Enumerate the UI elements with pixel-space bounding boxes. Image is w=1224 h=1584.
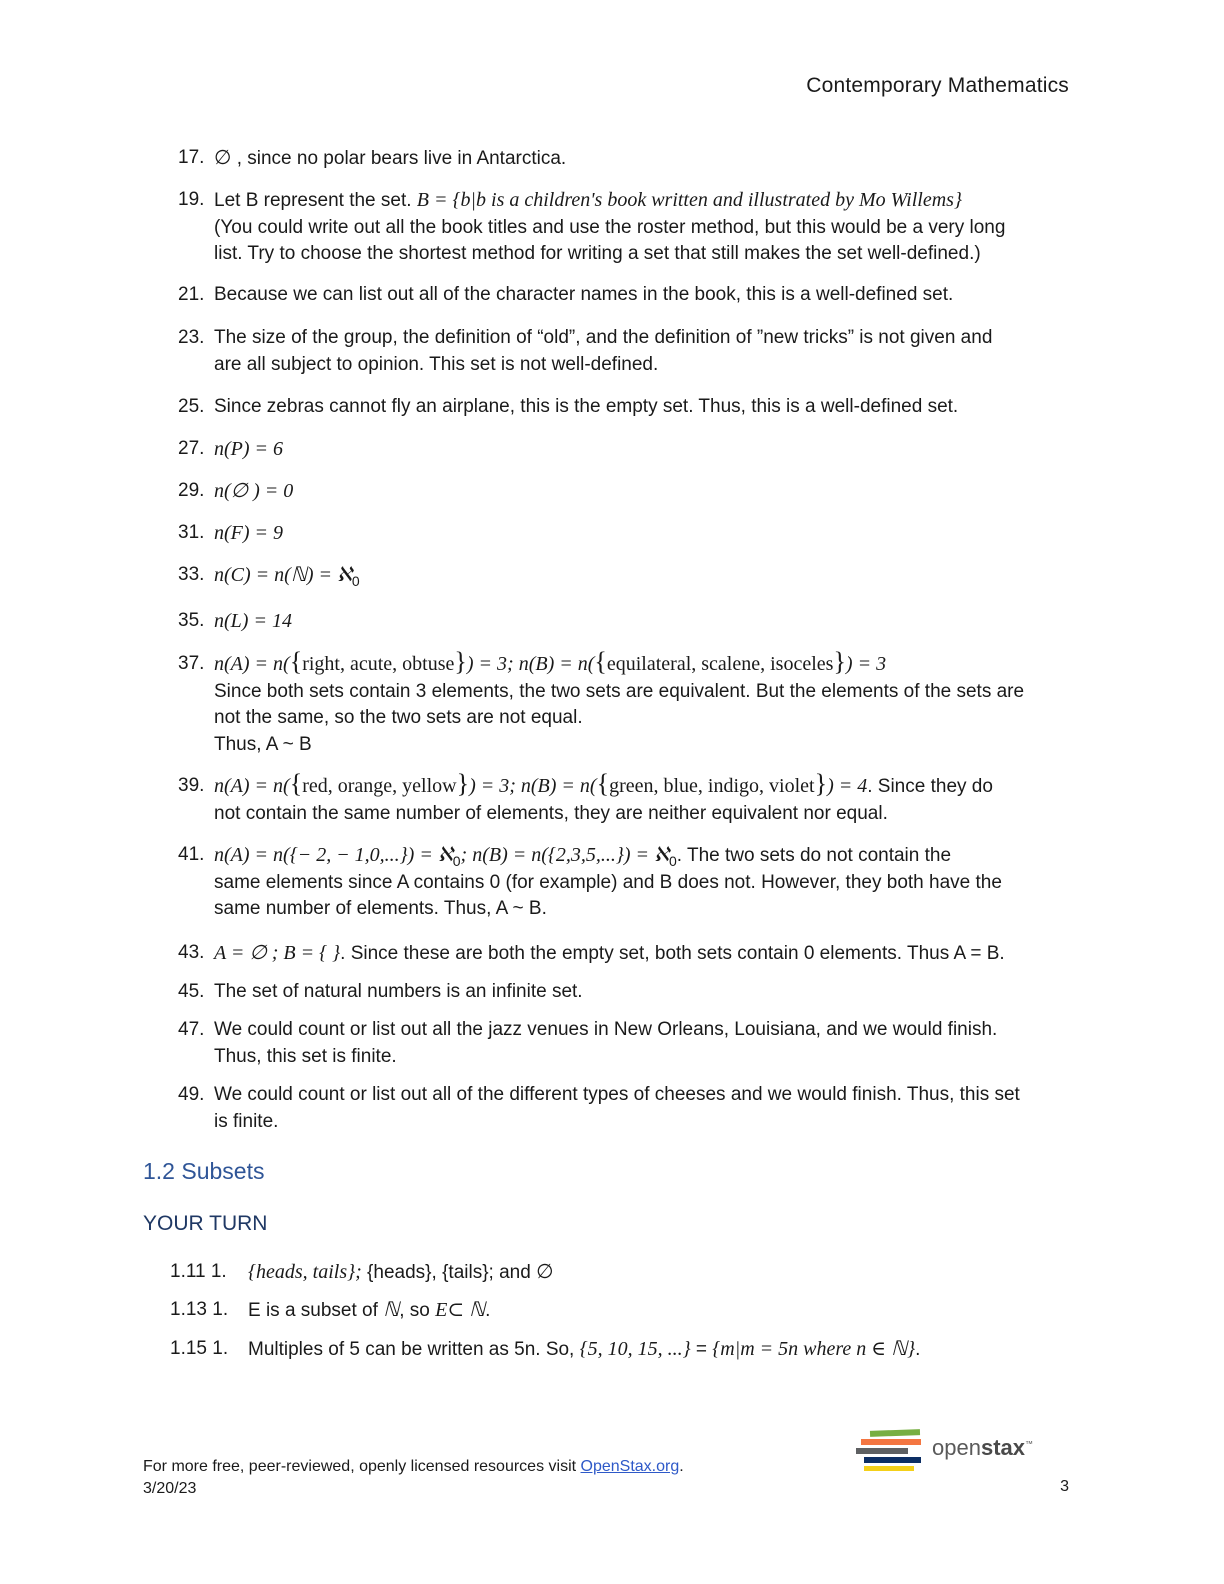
- answer-text: Thus, A ~ B: [214, 733, 312, 755]
- answer-text: Let B represent the set.: [214, 190, 417, 211]
- answer-text: , so: [399, 1300, 436, 1321]
- answer-text: Since both sets contain 3 elements, the two sets are equivalent. But the elements of the sets are: [214, 680, 1025, 702]
- brace-open: {: [289, 769, 303, 798]
- openstax-link[interactable]: OpenStax.org: [580, 1458, 680, 1475]
- set-elements: equilateral, scalene, isoceles: [606, 653, 834, 675]
- answer-math: ) = 4: [827, 775, 868, 797]
- your-turn-label: 1.13 1.: [170, 1299, 229, 1320]
- answer-number: 39.: [178, 775, 205, 796]
- empty-set-symbol: ∅: [214, 147, 232, 169]
- answer-text: are all subject to opinion. This set is not well-defined.: [214, 353, 659, 375]
- answer-text: Multiples of 5 can be written as 5n. So,: [248, 1339, 580, 1360]
- answer-number: 37.: [178, 653, 205, 674]
- answer-number: 21.: [178, 284, 205, 305]
- answer-text: . Since they do: [867, 776, 993, 797]
- answer-math: n(L) = 14: [214, 610, 292, 632]
- answer-number: 27.: [178, 438, 205, 459]
- answer-math: ) = 3: [845, 653, 887, 675]
- answer-text: . Since these are both the empty set, both sets contain 0 elements. Thus A = B.: [340, 943, 1005, 964]
- answer-math: ) = 3;: [466, 653, 519, 675]
- set-elements: right, acute, obtuse: [302, 653, 455, 675]
- answer-number: 29.: [178, 480, 205, 501]
- answer-text: .: [485, 1300, 491, 1321]
- answer-number: 17.: [178, 147, 205, 168]
- answer-math: n(∅ ) = 0: [214, 480, 294, 502]
- answer-math: ) = 3;: [469, 775, 521, 797]
- answer-math: E⊂ ℕ: [435, 1299, 486, 1321]
- answer-text: Since zebras cannot fly an airplane, this is the empty set. Thus, this is a well-defined set.: [214, 396, 959, 417]
- brace-close: }: [456, 769, 470, 798]
- answer-number: 25.: [178, 396, 205, 417]
- answer-text: same elements since A contains 0 (for example) and B does not. However, they both have the: [214, 871, 1002, 893]
- answer-math: n(A) = n(: [214, 653, 290, 675]
- page-number: 3: [1060, 1478, 1069, 1495]
- answer-text: Thus, this set is finite.: [214, 1045, 397, 1067]
- answer-text: The size of the group, the definition of “old”, and the definition of ”new tricks” is not given and: [214, 327, 993, 348]
- section-heading: 1.2 Subsets: [143, 1158, 265, 1184]
- brace-close: }: [833, 647, 846, 676]
- footer-text: For more free, peer-reviewed, openly licensed resources visit: [143, 1458, 581, 1475]
- brace-open: {: [596, 769, 610, 798]
- answer-text: is finite.: [214, 1110, 279, 1132]
- answer-math: n(P) = 6: [214, 438, 284, 460]
- openstax-logo-wordmark: openstax™: [932, 1435, 1033, 1460]
- answer-math: n(A) = n(: [214, 775, 290, 797]
- answer-math: n(B) = n(: [518, 653, 595, 675]
- answer-number: 47.: [178, 1019, 205, 1040]
- natural-numbers-symbol: ℕ: [383, 1299, 400, 1321]
- answer-math: {m|m = 5n where n ∈ ℕ}: [712, 1338, 916, 1360]
- answer-number: 33.: [178, 564, 205, 585]
- answer-math: n(F) = 9: [214, 522, 284, 544]
- set-elements: green, blue, indigo, violet: [609, 775, 815, 797]
- subscript: 0: [452, 852, 461, 869]
- answer-math: A = ∅ ; B = { }: [214, 942, 341, 964]
- brace-close: }: [814, 769, 828, 798]
- answer-number: 45.: [178, 981, 205, 1002]
- footer-date: 3/20/23: [143, 1480, 197, 1497]
- subscript: 0: [351, 572, 360, 589]
- answer-text: . The two sets do not contain the: [676, 845, 952, 866]
- answer-text: {heads}, {tails}; and: [361, 1262, 537, 1283]
- answer-number: 31.: [178, 522, 205, 543]
- answer-math: n(B) = n(: [520, 775, 597, 797]
- answer-text: .: [915, 1339, 921, 1360]
- answer-math: {heads, tails};: [248, 1261, 362, 1283]
- your-turn-heading: YOUR TURN: [143, 1212, 268, 1235]
- set-builder-math: B = {b|b is a children's book written and illustrated by Mo Willems}: [416, 189, 962, 211]
- answer-text: We could count or list out all of the different types of cheeses and we would finish. Thus, this set: [214, 1084, 1020, 1105]
- answer-number: 43.: [178, 942, 205, 963]
- set-elements: red, orange, yellow: [302, 775, 457, 797]
- answer-text: same number of elements. Thus, A ~ B.: [214, 898, 547, 919]
- answer-text: (You could write out all the book titles and use the roster method, but this would be a very long: [214, 216, 1006, 238]
- answer-text: , since no polar bears live in Antarctica.: [231, 148, 567, 169]
- footer: For more free, peer-reviewed, openly licensed resources visit OpenStax.org. 3/20/23: [143, 1458, 684, 1497]
- your-turn-label: 1.11 1.: [170, 1261, 227, 1282]
- brace-open: {: [594, 647, 607, 676]
- your-turn-label: 1.15 1.: [170, 1338, 229, 1359]
- answer-text: not contain the same number of elements, they are neither equivalent nor equal.: [214, 802, 888, 824]
- answer-text: E is a subset of: [248, 1300, 384, 1321]
- answer-number: 41.: [178, 844, 205, 865]
- subscript: 0: [668, 852, 677, 869]
- answer-number: 19.: [178, 189, 205, 210]
- empty-set-symbol: ∅: [536, 1261, 554, 1283]
- answer-math: {5, 10, 15, ...}: [579, 1338, 691, 1360]
- answer-text: =: [690, 1339, 713, 1360]
- page-header-title: Contemporary Mathematics: [806, 74, 1069, 97]
- answer-math: n(C) = n(ℕ) = ℵ: [214, 564, 352, 586]
- brace-open: {: [289, 647, 303, 676]
- brace-close: }: [454, 647, 467, 676]
- answer-text: Because we can list out all of the character names in the book, this is a well-defined set.: [214, 284, 954, 305]
- answer-text: list. Try to choose the shortest method for writing a set that still makes the set well-defined.): [214, 243, 981, 264]
- answer-text: not the same, so the two sets are not equal.: [214, 707, 583, 728]
- answer-math: ; n(B) = n({2,3,5,...}) = ℵ: [460, 844, 669, 866]
- answer-math: n(A) = n({− 2, − 1,0,...}) = ℵ: [214, 844, 453, 866]
- answer-number: 49.: [178, 1084, 205, 1105]
- answer-text: The set of natural numbers is an infinite set.: [214, 981, 583, 1002]
- answer-number: 23.: [178, 327, 205, 348]
- answer-number: 35.: [178, 610, 205, 631]
- answer-text: We could count or list out all the jazz venues in New Orleans, Louisiana, and we would finish.: [214, 1019, 998, 1040]
